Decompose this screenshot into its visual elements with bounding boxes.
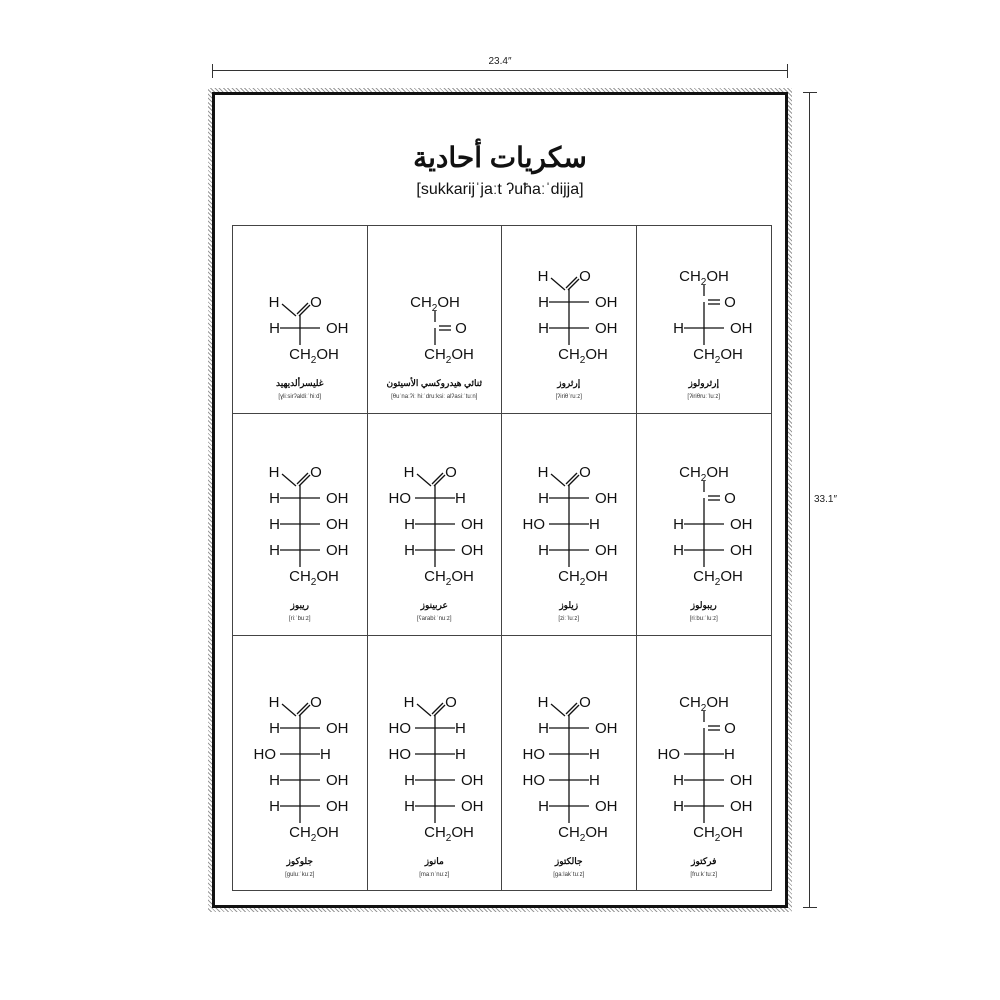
aldehyde-bond	[417, 474, 431, 486]
aldehyde-bond	[282, 704, 296, 716]
substituent-right: H	[589, 772, 600, 789]
sugar-card	[368, 226, 503, 414]
ch2oh-group: $CH_2OH$	[692, 346, 743, 366]
sugar-name: فركتوز	[691, 856, 717, 866]
sugar-card	[637, 636, 772, 890]
ch2oh-group: $CH_2OH$	[289, 346, 339, 366]
substituent-left: H	[269, 720, 280, 737]
sugar-card	[368, 414, 503, 636]
substituent-right: OH	[595, 320, 618, 337]
substituent-left: H	[403, 542, 415, 559]
sugar-ipa: [ʕarabiːˈnuːz]	[416, 616, 452, 622]
substituent-right: OH	[729, 542, 752, 559]
poster	[212, 92, 788, 908]
substituent-right: H	[454, 746, 466, 763]
ch2oh-group: $CH_2OH$	[678, 464, 729, 484]
carbonyl-oxygen-label: O	[310, 694, 322, 711]
substituent-right: OH	[326, 798, 349, 815]
substituent-right: H	[589, 746, 600, 763]
substituent-left: HO	[522, 516, 545, 533]
substituent-right: H	[723, 746, 735, 763]
substituent-left: H	[538, 490, 549, 507]
aldehyde-bond	[551, 704, 565, 716]
hydrogen-label: H	[268, 294, 280, 311]
width-dimension-tick-right	[787, 64, 788, 78]
substituent-left: H	[269, 516, 280, 533]
height-dimension-tick-top	[803, 92, 817, 93]
substituent-right: OH	[326, 320, 349, 337]
sugar-name: إرثرولوز	[688, 378, 719, 388]
fischer-projection	[502, 636, 637, 892]
substituent-left: HO	[522, 772, 545, 789]
sugar-card	[233, 226, 368, 414]
width-dimension-label: 23.4″	[488, 56, 512, 67]
carbonyl-oxygen-label: O	[579, 694, 591, 711]
substituent-right: OH	[326, 772, 349, 789]
sugar-name: زيلوز	[559, 600, 579, 610]
substituent-right: OH	[729, 798, 752, 815]
sugar-name: جالكتوز	[554, 856, 583, 866]
sugar-card	[637, 226, 772, 414]
sugar-card	[368, 636, 503, 890]
substituent-left: HO	[253, 746, 276, 763]
hydrogen-label: H	[537, 464, 549, 481]
substituent-left: HO	[388, 746, 411, 763]
substituent-right: OH	[460, 772, 483, 789]
substituent-left: HO	[522, 746, 545, 763]
substituent-right: OH	[326, 516, 349, 533]
poster-subtitle: [sukkarijˈjaːt ʔuħaːˈdijja]	[416, 181, 584, 198]
substituent-right: OH	[326, 490, 349, 507]
carbonyl-oxygen-label: O	[723, 490, 736, 507]
carbonyl-oxygen-label: O	[723, 720, 736, 737]
sugar-name: غليسرألديهيد	[276, 378, 324, 388]
fischer-projection	[233, 636, 368, 892]
sugar-ipa: [guluːˈkuːz]	[285, 872, 315, 878]
sugar-ipa: [riːˈbuːz]	[288, 616, 311, 622]
substituent-left: H	[403, 798, 415, 815]
sugar-name: مانوز	[424, 856, 444, 866]
sugar-card	[233, 636, 368, 890]
hydrogen-label: H	[268, 694, 280, 711]
fischer-projection	[368, 636, 503, 892]
substituent-left: HO	[657, 746, 680, 763]
sugar-ipa: [fruːkˈtuːz]	[690, 872, 718, 878]
hydrogen-label: H	[403, 694, 414, 711]
substituent-left: H	[269, 798, 280, 815]
substituent-left: H	[672, 772, 684, 789]
substituent-right: OH	[729, 320, 752, 337]
height-dimension-line	[809, 92, 810, 908]
hydrogen-label: H	[537, 694, 549, 711]
sugar-ipa: [θuˈnaːʔiː hiːˈdruːksiː alʔasiːˈtuːn]	[391, 394, 478, 400]
sugar-card	[233, 414, 368, 636]
ch2oh-group: $CH_2OH$	[423, 824, 474, 844]
substituent-left: H	[538, 720, 549, 737]
substituent-left: H	[672, 320, 684, 337]
ch2oh-group: $CH_2OH$	[423, 346, 474, 366]
substituent-right: OH	[729, 516, 752, 533]
substituent-left: H	[672, 542, 684, 559]
sugar-ipa: [ʔiriθˈruːz]	[555, 394, 582, 400]
substituent-left: H	[672, 516, 684, 533]
substituent-left: H	[403, 516, 415, 533]
sugar-ipa: [ziːˈluːz]	[558, 616, 580, 622]
carbonyl-oxygen-label: O	[579, 268, 591, 285]
substituent-right: H	[454, 490, 466, 507]
sugar-ipa: [ʔiriθruːˈluːz]	[687, 394, 721, 400]
substituent-right: OH	[595, 490, 618, 507]
substituent-left: H	[538, 542, 549, 559]
substituent-left: HO	[388, 490, 411, 507]
height-dimension-label: 33.1″	[814, 494, 838, 505]
substituent-right: OH	[729, 772, 752, 789]
substituent-right: OH	[326, 720, 349, 737]
substituent-left: H	[538, 294, 549, 311]
substituent-right: OH	[595, 294, 618, 311]
sugar-grid	[232, 225, 772, 891]
ch2oh-group: $CH_2OH$	[423, 568, 474, 588]
substituent-left: HO	[388, 720, 411, 737]
substituent-left: H	[672, 798, 684, 815]
substituent-right: H	[589, 516, 600, 533]
ch2oh-group: $CH_2OH$	[692, 824, 743, 844]
aldehyde-bond	[551, 474, 565, 486]
ch2oh-group: $CH_2OH$	[409, 294, 460, 314]
sugar-name: ثنائي هيدروكسي الأسيتون	[386, 378, 483, 388]
sugar-ipa: [ɣliːsirʔaldiːˈhiːd]	[278, 394, 322, 400]
width-dimension-tick-left	[212, 64, 213, 78]
sugar-name: ريبوز	[290, 600, 310, 610]
substituent-right: OH	[460, 542, 483, 559]
substituent-left: H	[538, 798, 549, 815]
substituent-right: OH	[460, 516, 483, 533]
substituent-right: H	[454, 720, 466, 737]
substituent-left: H	[403, 772, 415, 789]
substituent-right: OH	[595, 798, 618, 815]
sugar-ipa: [gaːlakˈtuːz]	[553, 872, 585, 878]
substituent-right: OH	[595, 542, 618, 559]
substituent-right: OH	[460, 798, 483, 815]
fischer-projection	[637, 636, 772, 892]
sugar-card	[502, 636, 637, 890]
carbonyl-oxygen-label: O	[454, 320, 467, 337]
sugar-name: جلوكوز	[286, 856, 313, 866]
carbonyl-oxygen-label: O	[310, 464, 322, 481]
hydrogen-label: H	[537, 268, 549, 285]
ch2oh-group: $CH_2OH$	[289, 824, 339, 844]
ch2oh-group: $CH_2OH$	[678, 694, 729, 714]
sugar-card	[502, 226, 637, 414]
substituent-left: H	[269, 542, 280, 559]
aldehyde-bond	[417, 704, 431, 716]
sugar-ipa: [maːnˈnuːz]	[419, 872, 450, 878]
ch2oh-group: $CH_2OH$	[692, 568, 743, 588]
carbonyl-oxygen-label: O	[579, 464, 591, 481]
height-dimension-tick-bottom	[803, 907, 817, 908]
substituent-right: OH	[595, 720, 618, 737]
substituent-left: H	[269, 320, 280, 337]
aldehyde-bond	[551, 278, 565, 290]
hydrogen-label: H	[268, 464, 280, 481]
carbonyl-oxygen-label: O	[310, 294, 322, 311]
sugar-name: ريبولوز	[690, 600, 717, 610]
sugar-name: عربينوز	[420, 600, 448, 610]
ch2oh-group: $CH_2OH$	[289, 568, 339, 588]
substituent-right: H	[320, 746, 331, 763]
sugar-ipa: [riːbuːˈluːz]	[689, 616, 718, 622]
carbonyl-oxygen-label: O	[444, 694, 457, 711]
ch2oh-group: $CH_2OH$	[558, 568, 608, 588]
hydrogen-label: H	[403, 464, 414, 481]
substituent-right: OH	[326, 542, 349, 559]
sugar-name: إرثروز	[557, 378, 581, 388]
aldehyde-bond	[282, 304, 296, 316]
ch2oh-group: $CH_2OH$	[558, 346, 608, 366]
carbonyl-oxygen-label: O	[444, 464, 457, 481]
substituent-left: H	[269, 490, 280, 507]
substituent-left: H	[538, 320, 549, 337]
sugar-card	[637, 414, 772, 636]
sugar-card	[502, 414, 637, 636]
aldehyde-bond	[282, 474, 296, 486]
ch2oh-group: $CH_2OH$	[678, 268, 729, 288]
width-dimension-line	[212, 70, 788, 71]
substituent-left: H	[269, 772, 280, 789]
carbonyl-oxygen-label: O	[723, 294, 736, 311]
ch2oh-group: $CH_2OH$	[558, 824, 608, 844]
poster-title: سكريات أحادية	[413, 142, 587, 173]
